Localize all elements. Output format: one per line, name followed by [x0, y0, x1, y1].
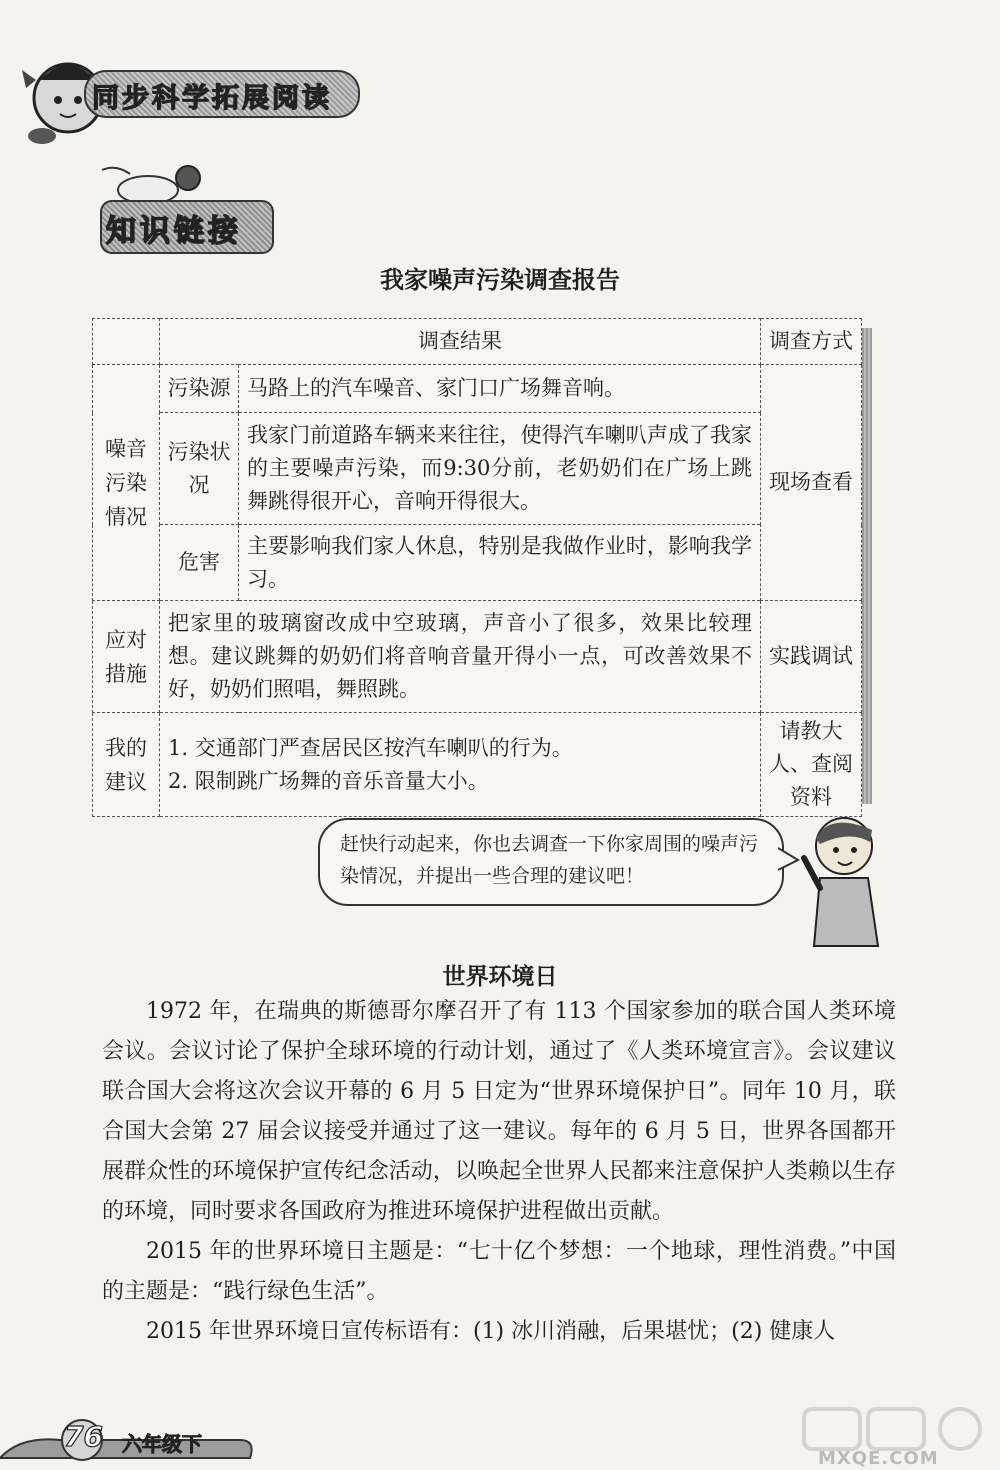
label-harm: 危害 [160, 525, 239, 601]
bubble-text: 赶快行动起来，你也去调查一下你家周围的噪声污染情况，并提出一些合理的建议吧！ [340, 833, 759, 887]
text-source: 马路上的汽车噪音、家门口广场舞音响。 [239, 365, 761, 413]
text-harm: 主要影响我们家人休息，特别是我做作业时，影响我学习。 [239, 525, 761, 601]
article-paragraph-2: 2015 年的世界环境日主题是：“七十亿个梦想：一个地球，理性消费。”中国的主题是：“践行绿色生活”。 [102, 1239, 896, 1304]
section-title: 知识链接 [106, 214, 242, 249]
boy-cartoon-icon [790, 808, 890, 948]
label-source: 污染源 [160, 365, 239, 413]
article-body [102, 992, 896, 1352]
header-empty-cell [93, 319, 160, 365]
method-suggest: 请教大人、查阅资料 [761, 713, 862, 817]
col-result-header: 调查结果 [160, 319, 761, 365]
text-suggest [160, 713, 761, 817]
watermark-text: MXQE.COM [818, 1448, 939, 1469]
grade-label: 六年级下 [122, 1432, 202, 1456]
article-paragraph-3: 2015 年世界环境日宣传标语有：(1) 冰川消融，后果堪忧；(2) 健康人 [146, 1319, 836, 1344]
suggest-item-1: 1. 交通部门严查居民区按汽车喇叭的行为。 [168, 735, 573, 760]
col-method-header: 调查方式 [761, 319, 862, 365]
category-measures: 应对措施 [93, 601, 160, 713]
label-status: 污染状况 [160, 413, 239, 525]
method-noise: 现场查看 [761, 365, 862, 601]
report-table [92, 318, 862, 817]
article-title: 世界环境日 [442, 964, 558, 990]
category-noise: 噪音污染情况 [93, 365, 160, 601]
method-measures: 实践调试 [761, 601, 862, 713]
article-paragraph-1: 1972 年，在瑞典的斯德哥尔摩召开了有 113 个国家参加的联合国人类环境会议。会议讨论了保护全球环境的行动计划，通过了《人类环境宣言》。会议建议联合国大会将这次会议开幕的 6 月 5 日定为“世界环境保护日”。同年 10 月，联合国大会第 27 届会议接受并通过了这一建议。每年的 6 月 5 日，世界各国都开展群众性的环境保护宣传纪念活动，以唤起全世界人民都来注意保护人类赖以生存的环境，同时要求各国政府为推进环境保护进程做出贡献。 [102, 999, 896, 1224]
text-measures: 把家里的玻璃窗改成中空玻璃，声音小了很多，效果比较理想。建议跳舞的奶奶们将音响音量开得小一点，可改善效果不好，奶奶们照唱，舞照跳。 [160, 601, 761, 713]
text-status: 我家门前道路车辆来来往往，使得汽车喇叭声成了我家的主要噪声污染，而9:30分前，老奶奶们在广场上跳舞跳得很开心，音响开得很大。 [239, 413, 761, 525]
report-title: 我家噪声污染调查报告 [380, 266, 620, 294]
suggest-item-2: 2. 限制跳广场舞的音乐音量大小。 [168, 768, 489, 793]
category-suggest: 我的建议 [93, 713, 160, 817]
header-title: 同步科学拓展阅读 [92, 83, 332, 114]
page-number: 76 [64, 1420, 103, 1453]
